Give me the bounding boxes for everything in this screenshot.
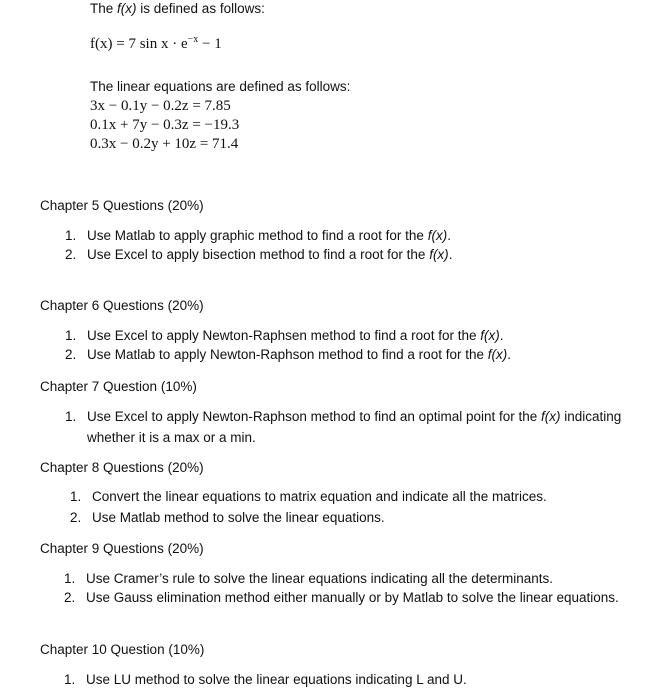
chapter-6-item-2 <box>65 346 511 364</box>
chapter-7-item-1 <box>65 408 621 426</box>
item-number: 2. <box>64 590 76 605</box>
item-text: Use Matlab to apply Newton-Raphson method to find a root for the <box>87 347 488 362</box>
chapter-9-item-2 <box>64 589 619 607</box>
item-text: Use Gauss elimination method either manually or by Matlab to solve the linear equations. <box>86 590 619 605</box>
fx-equation-main: f(x) = 7 sin x · e <box>90 36 188 52</box>
item-text: Use Excel to apply Newton-Raphson method to find an optimal point for the <box>87 409 542 424</box>
fx-intro-fx: f(x) <box>117 1 137 16</box>
fx-intro-pre: The <box>90 1 118 16</box>
item-text: Use Excel to apply Newton-Raphsen method to find a root for the <box>87 328 481 343</box>
item-number: 1. <box>64 672 76 687</box>
item-text: Use Excel to apply bisection method to find a root for the <box>87 247 430 262</box>
item-number: 1. <box>70 489 82 504</box>
item-post: . <box>447 228 451 243</box>
item-text: Use LU method to solve the linear equations indicating L and U. <box>86 672 467 687</box>
item-text: Use Matlab method to solve the linear equations. <box>92 510 385 525</box>
fx-equation-tail: − 1 <box>198 36 222 52</box>
chapter-8-item-1 <box>70 488 547 506</box>
item-text: Use Matlab to apply graphic method to find a root for the <box>87 228 428 243</box>
chapter-5-item-1 <box>65 227 451 245</box>
item-fx: f(x) <box>427 228 448 243</box>
item-number: 2. <box>65 347 77 362</box>
item-fx: f(x) <box>480 328 500 343</box>
fx-intro <box>90 0 265 18</box>
chapter-6-title: Chapter 6 Questions (20%) <box>40 298 204 313</box>
item-post: . <box>499 328 504 343</box>
chapter-5-title: Chapter 5 Questions (20%) <box>40 198 204 213</box>
chapter-7-item-1-line-2: whether it is a max or a min. <box>87 430 256 445</box>
equation-2: 0.1x + 7y − 0.3z = −19.3 <box>90 117 240 133</box>
item-number: 1. <box>65 328 77 343</box>
item-text: Convert the linear equations to matrix equation and indicate all the matrices. <box>92 489 547 504</box>
chapter-7-title: Chapter 7 Question (10%) <box>40 379 197 394</box>
fx-equation-exponent: −x <box>187 34 199 45</box>
linear-intro: The linear equations are defined as follows: <box>90 79 351 94</box>
fx-equation <box>90 31 222 53</box>
chapter-6-item-1 <box>65 327 503 345</box>
chapter-8-item-2 <box>70 509 385 527</box>
item-fx: f(x) <box>541 409 561 424</box>
chapter-9-title: Chapter 9 Questions (20%) <box>40 541 204 556</box>
item-post: . <box>448 247 453 262</box>
chapter-5-item-2 <box>65 246 452 264</box>
chapter-9-item-1 <box>64 570 553 588</box>
item-fx: f(x) <box>429 247 449 262</box>
chapter-10-item-1 <box>64 671 467 689</box>
equation-3: 0.3x − 0.2y + 10z = 71.4 <box>90 136 239 152</box>
chapter-8-title: Chapter 8 Questions (20%) <box>40 460 204 475</box>
fx-intro-post: is defined as follows: <box>136 1 265 16</box>
item-number: 2. <box>65 247 77 262</box>
item-post: indicating <box>560 409 622 424</box>
item-fx: f(x) <box>487 347 508 362</box>
equation-1: 3x − 0.1y − 0.2z = 7.85 <box>90 98 231 114</box>
item-number: 1. <box>65 228 77 243</box>
item-number: 1. <box>64 571 76 586</box>
item-text: Use Cramer’s rule to solve the linear equations indicating all the determinants. <box>86 571 553 586</box>
chapter-10-title: Chapter 10 Question (10%) <box>40 642 205 657</box>
item-number: 2. <box>70 510 82 525</box>
item-post: . <box>507 347 511 362</box>
item-number: 1. <box>65 409 77 424</box>
